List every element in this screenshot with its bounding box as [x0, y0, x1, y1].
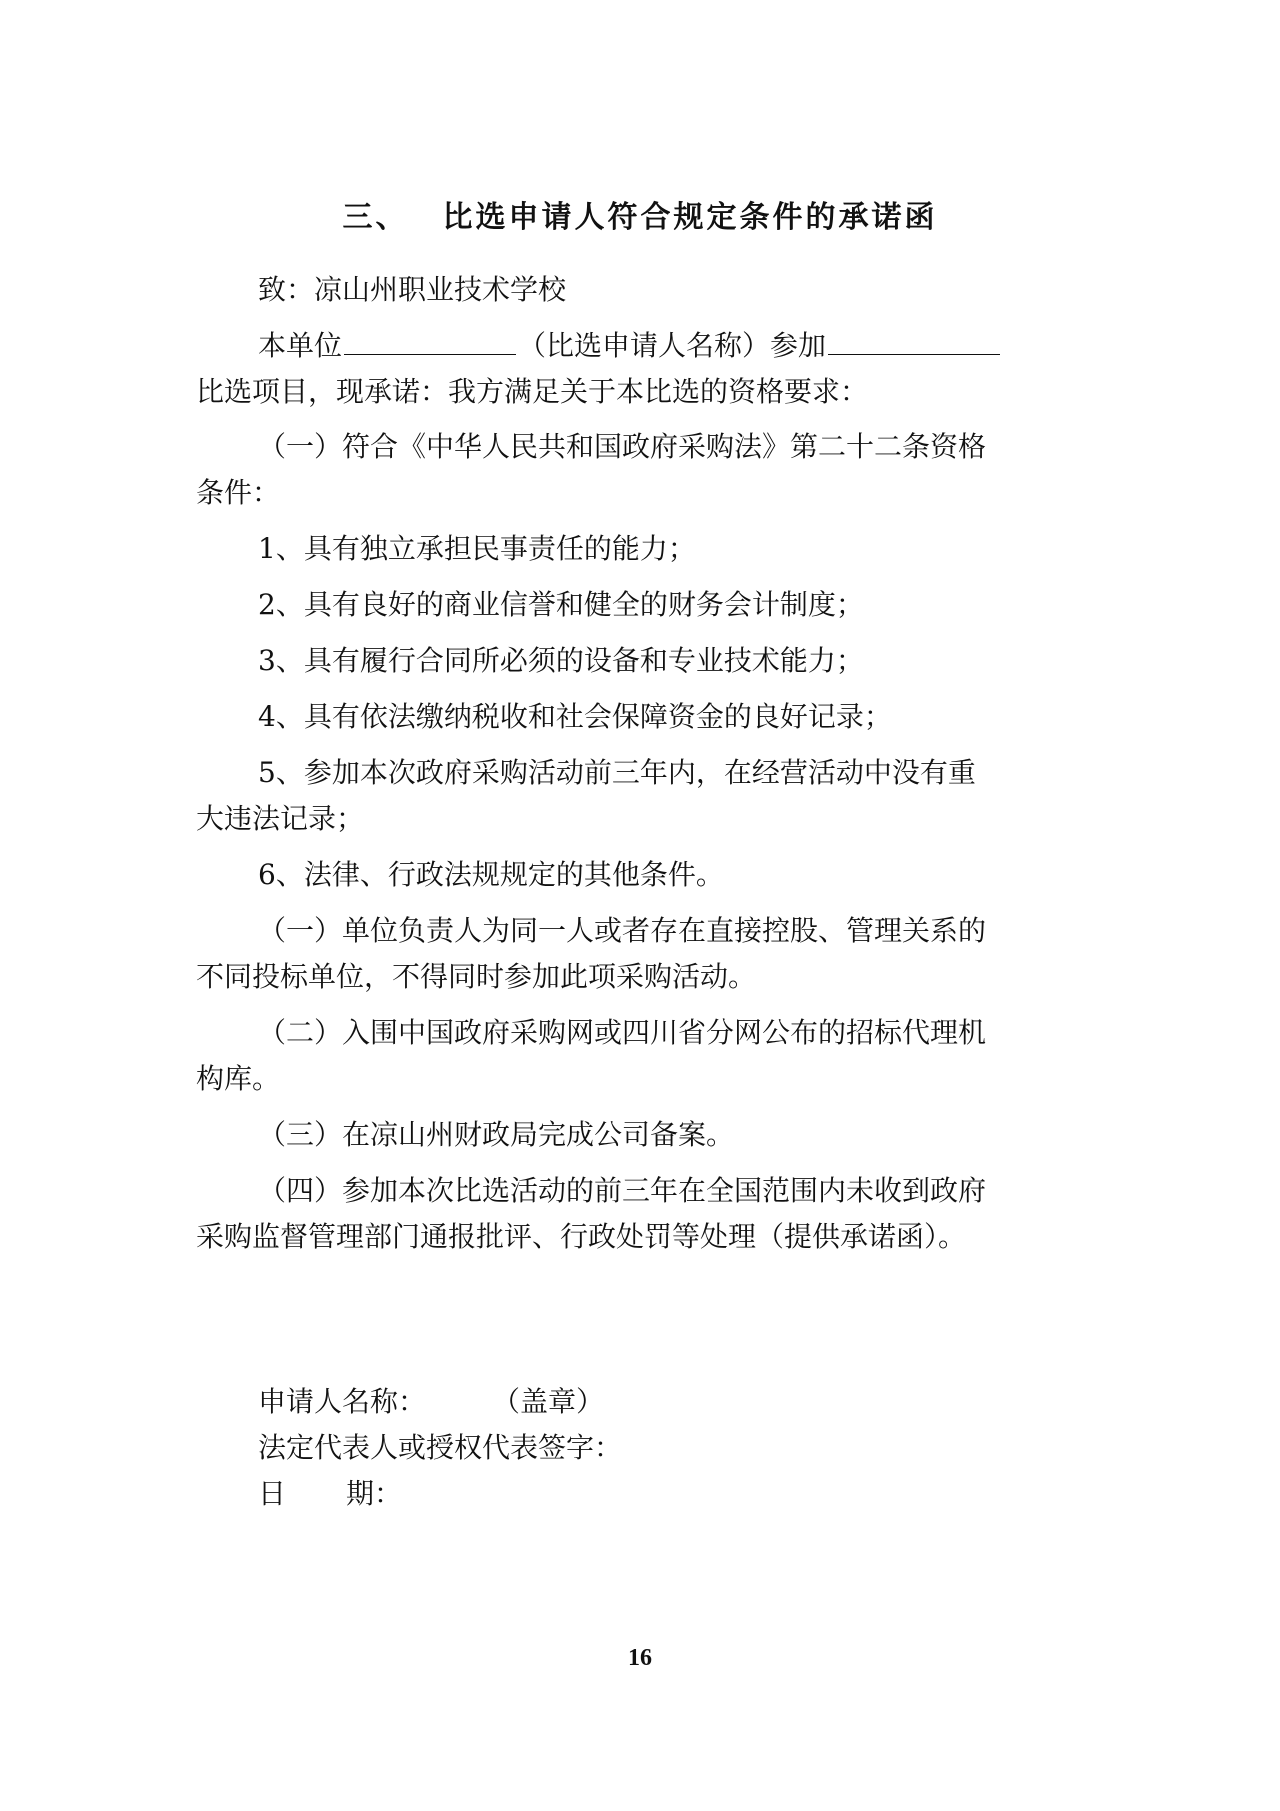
- condition-2: 2、具有良好的商业信誉和健全的财务会计制度；: [258, 588, 864, 621]
- applicant-name-label: 申请人名称：: [258, 1385, 427, 1418]
- seal-label: （盖章）: [492, 1385, 605, 1418]
- section-number: 三、: [342, 200, 409, 235]
- extra-4-line-2: 采购监督管理部门通报批评、行政处罚等处理（提供承诺函）。: [196, 1220, 967, 1253]
- extra-4-line-1: （四）参加本次比选活动的前三年在全国范围内未收到政府: [258, 1174, 987, 1207]
- clause-main-line-2: 条件：: [196, 476, 281, 509]
- intro-line-1: [258, 326, 1002, 366]
- page-number: 16: [628, 1645, 652, 1671]
- applicant-name-line: [258, 1382, 604, 1422]
- addressee-line: 致：凉山州职业技术学校: [258, 273, 567, 306]
- condition-1: 1、具有独立承担民事责任的能力；: [258, 532, 696, 565]
- applicant-name-blank: [344, 330, 516, 355]
- intro-middle: （比选申请人名称）参加: [518, 329, 827, 362]
- date-label-char-1: 日: [258, 1477, 287, 1510]
- page-title: [0, 192, 1280, 236]
- extra-1-line-1: （一）单位负责人为同一人或者存在直接控股、管理关系的: [258, 914, 987, 947]
- condition-5-line-2: 大违法记录；: [196, 802, 365, 835]
- extra-1-line-2: 不同投标单位，不得同时参加此项采购活动。: [196, 960, 757, 993]
- condition-3: 3、具有履行合同所必须的设备和专业技术能力；: [258, 644, 864, 677]
- condition-5-line-1: 5、参加本次政府采购活动前三年内，在经营活动中没有重: [258, 756, 976, 789]
- clause-main-line-1: （一）符合《中华人民共和国政府采购法》第二十二条资格: [258, 430, 987, 463]
- date-label-char-2: 期：: [346, 1477, 403, 1510]
- condition-6: 6、法律、行政法规规定的其他条件。: [258, 858, 724, 891]
- representative-signature-line: 法定代表人或授权代表签字：: [258, 1431, 623, 1464]
- intro-prefix: 本单位: [258, 329, 343, 362]
- intro-line-2: 比选项目，现承诺：我方满足关于本比选的资格要求：: [196, 375, 869, 408]
- date-line: [258, 1474, 402, 1514]
- section-title-text: 比选申请人符合规定条件的承诺函: [442, 200, 938, 235]
- condition-4: 4、具有依法缴纳税收和社会保障资金的良好记录；: [258, 700, 892, 733]
- extra-3: （三）在凉山州财政局完成公司备案。: [258, 1118, 735, 1151]
- project-name-blank: [828, 330, 1000, 355]
- extra-2-line-1: （二）入围中国政府采购网或四川省分网公布的招标代理机: [258, 1016, 987, 1049]
- extra-2-line-2: 构库。: [196, 1062, 281, 1095]
